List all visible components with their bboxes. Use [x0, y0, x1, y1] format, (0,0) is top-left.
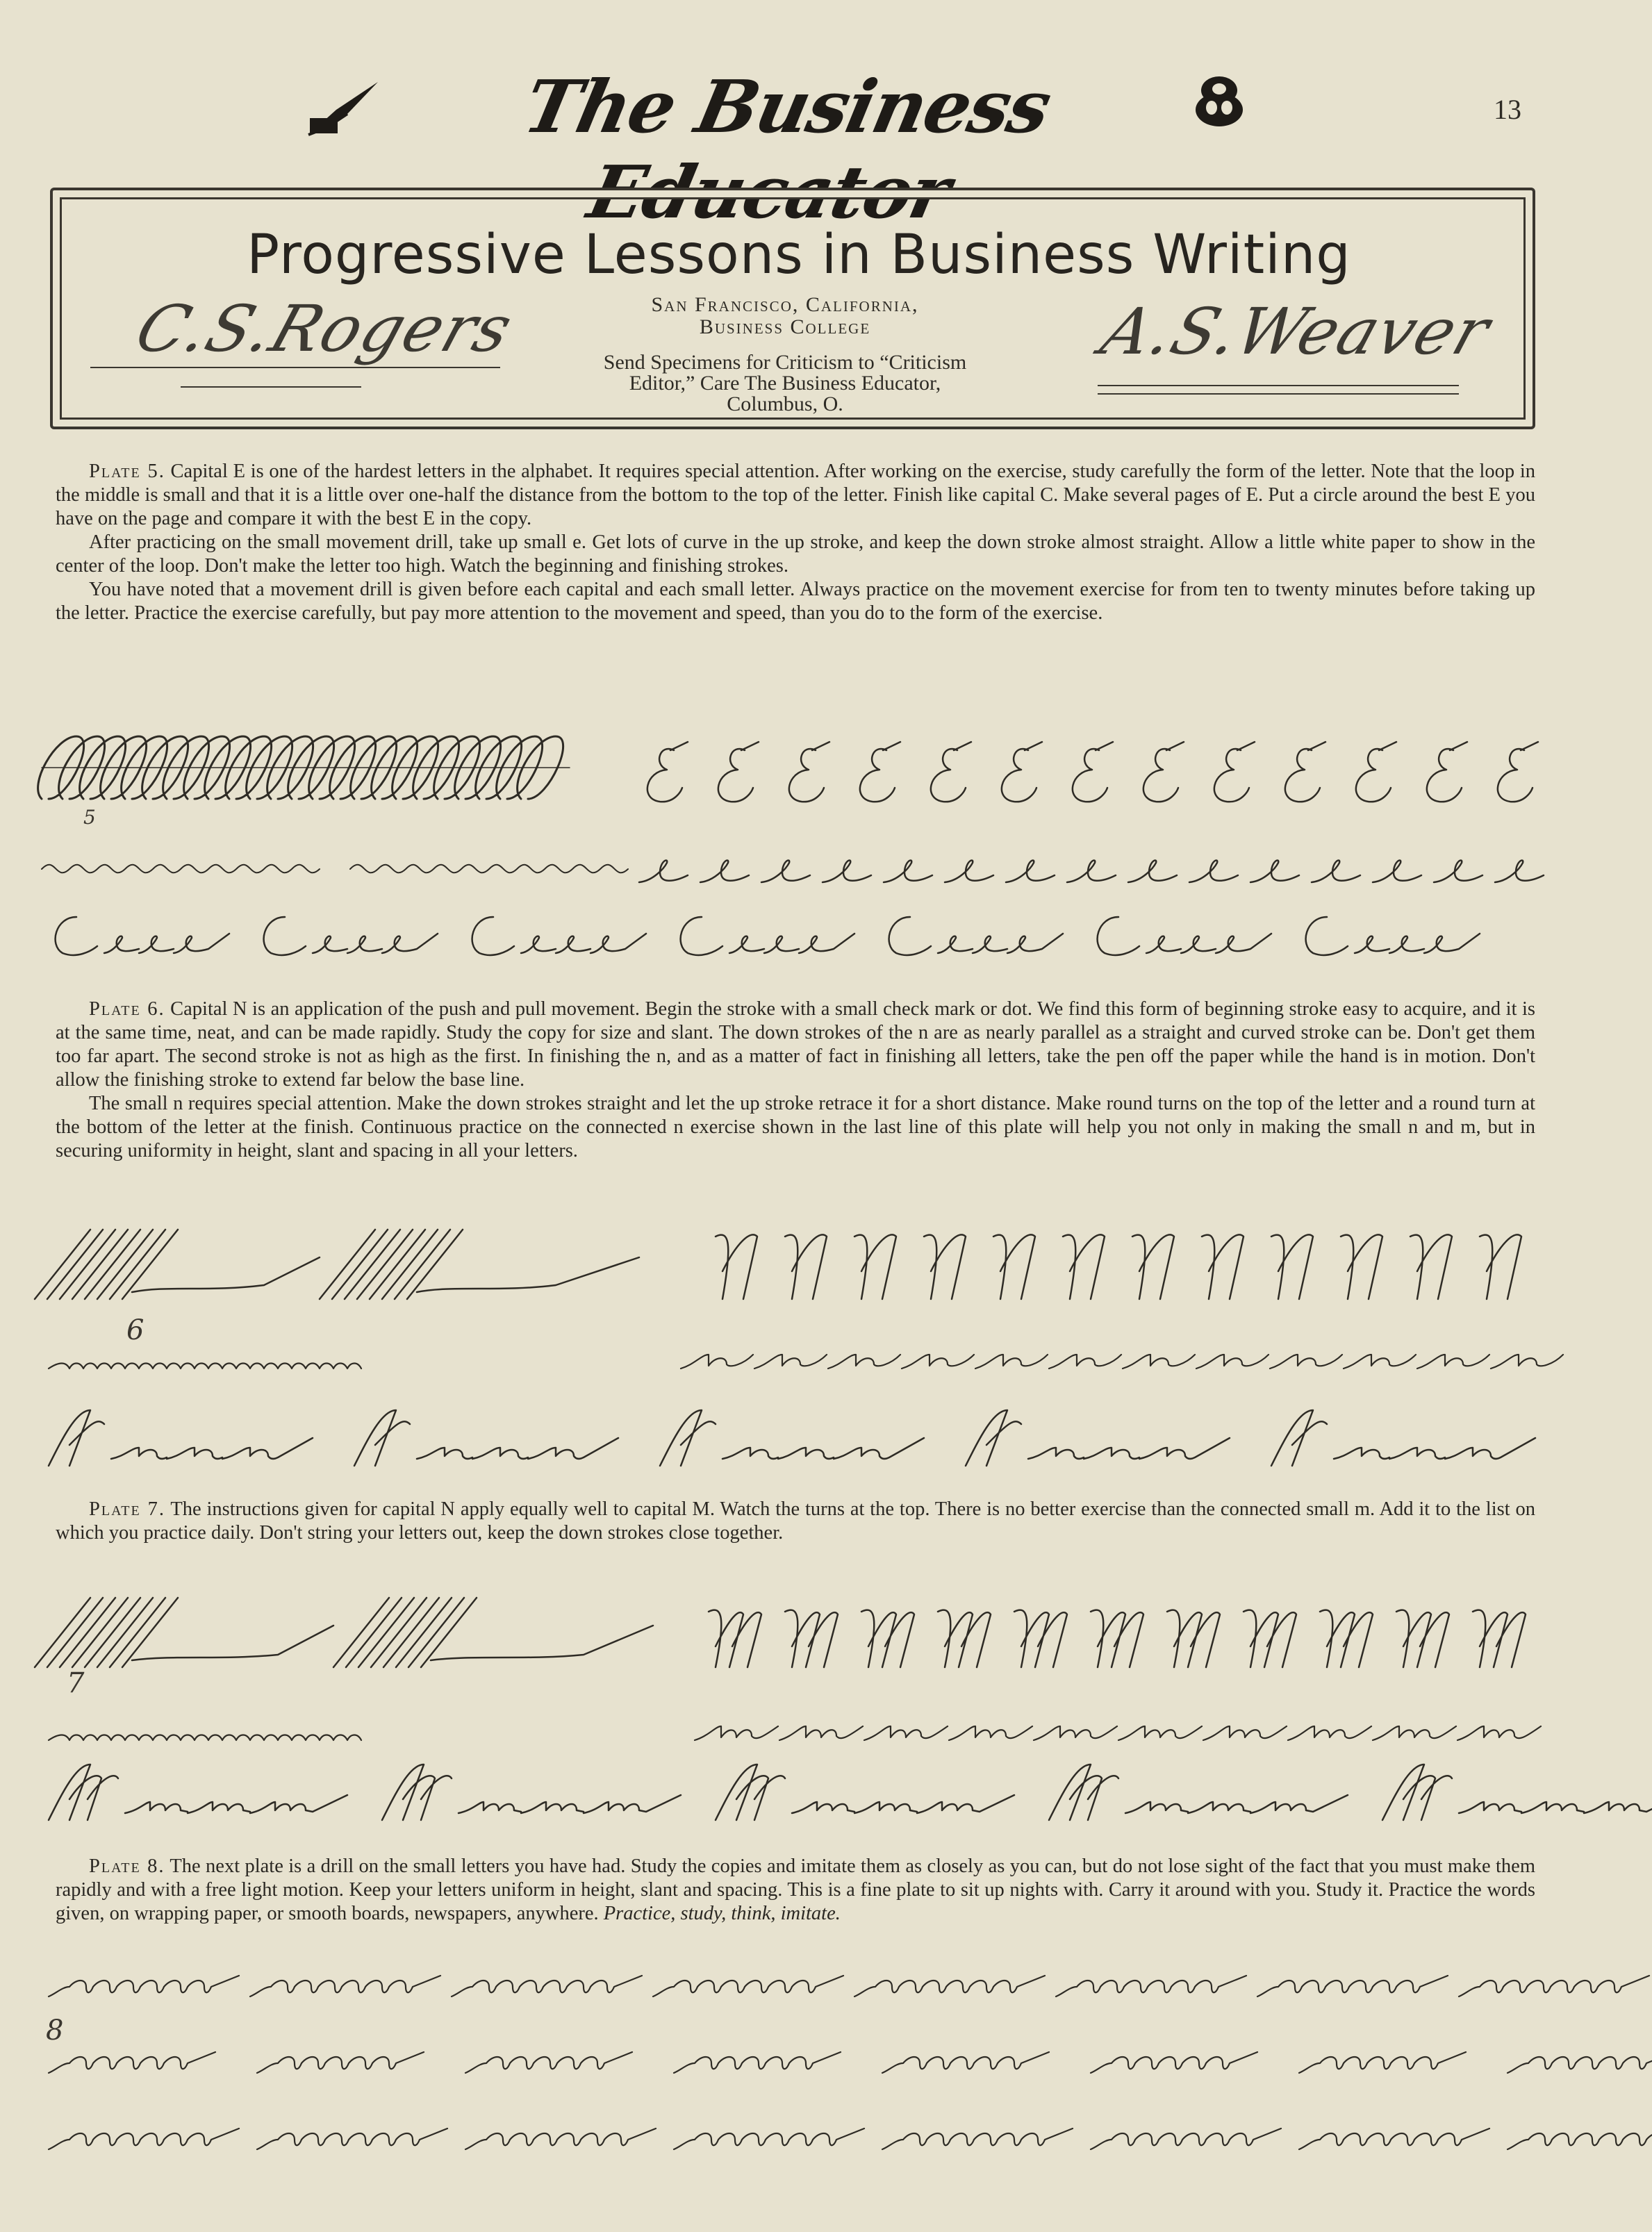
nono-word-stroke: [1299, 2128, 1489, 2149]
e-word-stroke: [1098, 917, 1271, 955]
capital-m-stroke: [1091, 1610, 1143, 1667]
capital-e-stroke: [1143, 742, 1184, 802]
small-e-stroke: [1373, 860, 1421, 882]
plate-5-paragraph-3: You have noted that a movement drill is given before each capital and each small letter. Always practice on the movement exercise for from ten to twenty minutes before taking up the letter. Practice the exercise carefully, but pay more attention to the movement and speed, than you do to the form of the exercise.: [56, 579, 1535, 624]
capital-n-stroke: [785, 1234, 827, 1299]
capital-m-drill-stroke: [35, 1598, 653, 1667]
plate-8-moon-row: [42, 1966, 1598, 2008]
plate-6-copy-number: 6: [126, 1314, 144, 1346]
m-word-stroke: [49, 1764, 347, 1820]
capital-m-stroke: [1014, 1610, 1067, 1667]
push-pull-stroke: [35, 1230, 639, 1299]
plate-8-nono-row: [42, 2119, 1598, 2160]
capital-e-stroke: [1214, 742, 1255, 802]
came-word-stroke: [257, 2052, 424, 2073]
capital-e-stroke: [1002, 742, 1042, 802]
came-word-stroke: [674, 2052, 841, 2073]
moon-word-stroke: [1459, 1976, 1649, 1997]
small-e-stroke: [823, 860, 871, 882]
signature-left: C.S.Rogers: [126, 292, 522, 366]
plate-5-capital-e-row: [625, 736, 1556, 813]
capital-m-stroke: [861, 1610, 914, 1667]
capital-e-stroke: [1427, 742, 1467, 802]
send-line-3: Columbus, O.: [727, 392, 843, 415]
small-n-stroke: [975, 1355, 1048, 1369]
capital-n-stroke: [993, 1234, 1035, 1299]
signature-left-underline-2: [181, 386, 361, 388]
n-word-stroke: [660, 1410, 924, 1466]
small-m-stroke: [1457, 1726, 1541, 1740]
e-word-stroke: [681, 917, 854, 955]
small-m-stroke: [1288, 1726, 1371, 1740]
small-e-stroke: [700, 860, 749, 882]
small-m-drill-stroke: [49, 1735, 361, 1741]
plate-7-copy-number: 7: [67, 1667, 85, 1699]
nono-word-stroke: [257, 2128, 447, 2149]
nono-word-stroke: [465, 2128, 656, 2149]
plate-5-small-e-drill: [28, 848, 1584, 903]
small-e-stroke: [1312, 860, 1360, 882]
capital-e-stroke: [860, 742, 900, 802]
small-e-stroke: [1250, 860, 1299, 882]
small-n-stroke: [681, 1355, 753, 1369]
capital-m-stroke: [1396, 1610, 1449, 1667]
small-m-stroke: [864, 1726, 948, 1740]
plate-5-copy-number: 5: [83, 806, 96, 829]
moon-word-stroke: [452, 1976, 642, 1997]
capital-m-stroke: [1167, 1610, 1220, 1667]
small-n-stroke: [1270, 1355, 1342, 1369]
moon-word-stroke: [250, 1976, 440, 1997]
plate-5-paragraph-1: Capital E is one of the hardest letters in the alphabet. It requires special attention. After working on the exercise, study carefully the form of the letter. Note that the loop in the middle is small and that it is a little over one-half the distance from the bottom to the top of the letter. Finish like capital C. Make several pages of E. Put a circle around the best E you have on the page and compare it with the best E in the copy.: [56, 461, 1535, 529]
moon-word-stroke: [49, 1976, 239, 1997]
small-n-stroke: [1344, 1355, 1416, 1369]
small-n-stroke: [828, 1355, 900, 1369]
small-m-stroke: [1034, 1726, 1117, 1740]
capital-m-stroke: [709, 1610, 761, 1667]
plate-8-label: Plate 8.: [89, 1855, 165, 1877]
moon-word-stroke: [653, 1976, 843, 1997]
capital-e-stroke: [931, 742, 971, 802]
plate-6-paragraph-1: Capital N is an application of the push and pull movement. Begin the stroke with a small check mark or dot. We find this form of beginning stroke easy to acquire, and it is at the same time, neat, and can be made rapidly. Study the copy for size and slant. The down strokes of the n are as nearly parallel as a straight and curved stroke can be. Don't get them too far apart. The second stroke is not as high as the first. In finishing the n, and as a matter of fact in finishing all letters, take the pen off the paper while the hand is in motion. Don't allow the finishing stroke to extend far below the base line.: [56, 998, 1536, 1091]
small-e-stroke: [1495, 860, 1544, 882]
came-word-stroke: [1091, 2052, 1257, 2073]
small-e-stroke: [1006, 860, 1055, 882]
plate-7-mmm-words-row: [42, 1758, 1598, 1827]
capital-m-stroke: [1473, 1610, 1526, 1667]
small-n-stroke: [1049, 1355, 1121, 1369]
plate-7-small-m-row: [42, 1705, 1598, 1754]
signature-right-underline-2: [1098, 393, 1459, 395]
came-word-stroke: [49, 2052, 215, 2073]
plate-6-nnn-words-row: [42, 1396, 1598, 1473]
capital-n-stroke: [854, 1234, 896, 1299]
moon-word-stroke: [854, 1976, 1045, 1997]
small-e-stroke: [1434, 860, 1482, 882]
n-word-stroke: [354, 1410, 618, 1466]
capital-m-stroke: [938, 1610, 991, 1667]
small-e-stroke: [1189, 860, 1238, 882]
small-m-stroke: [949, 1726, 1032, 1740]
plate-7-capital-m-drill: [28, 1591, 1584, 1681]
plate-5-label: Plate 5.: [89, 461, 165, 482]
plate-6-small-n-row: [42, 1334, 1598, 1382]
capital-m-stroke: [1244, 1610, 1296, 1667]
n-word-stroke: [966, 1410, 1230, 1466]
came-word-stroke: [882, 2052, 1049, 2073]
plate-7-text: [56, 1498, 1535, 1545]
e-word-stroke: [889, 917, 1063, 955]
m-word-stroke: [716, 1764, 1014, 1820]
plate-8-text: [56, 1855, 1535, 1926]
small-e-stroke: [945, 860, 993, 882]
plate-6-label: Plate 6.: [89, 998, 165, 1020]
small-e-stroke: [1067, 860, 1116, 882]
college-city: San Francisco, California,: [651, 293, 919, 316]
plate-8-copy-number: 8: [46, 2015, 64, 2047]
n-word-stroke: [1271, 1410, 1535, 1466]
capital-e-stroke: [1073, 742, 1113, 802]
capital-n-stroke: [716, 1234, 757, 1299]
signature-right: A.S.Weaver: [1092, 295, 1500, 369]
small-e-stroke: [884, 860, 932, 882]
m-word-stroke: [1049, 1764, 1348, 1820]
plate-5-oval-drill: [28, 722, 597, 813]
capital-n-stroke: [1341, 1234, 1382, 1299]
send-line-2: Editor,” Care The Business Educator,: [629, 372, 941, 395]
plate-5-paragraph-2: After practicing on the small movement drill, take up small e. Get lots of curve in the up stroke, and keep the down stroke almost straight. Allow a little white paper to show in the center of the loop. Don't make the letter too high. Watch the beginning and finishing strokes.: [56, 531, 1535, 577]
e-word-stroke: [472, 917, 646, 955]
small-n-stroke: [902, 1355, 974, 1369]
send-line-1: Send Specimens for Criticism to “Criticism: [603, 351, 967, 374]
plate-7-label: Plate 7.: [89, 1498, 165, 1520]
small-m-stroke: [1373, 1726, 1456, 1740]
plate-6-push-pull-drill: [28, 1216, 1584, 1313]
e-word-stroke: [56, 917, 229, 955]
capital-e-stroke: [1285, 742, 1325, 802]
plate-6-paragraph-2: The small n requires special attention. Make the down strokes straight and let the up stroke retrace it for a short distance. Make round turns on the top of the letter and a round turn at the bottom of the letter at the finish. Continuous practice on the connected n exercise shown in the last line of this plate will help you not only in making the small n and m, but in securing uniformity in height, slant and spacing in all your letters.: [56, 1093, 1535, 1162]
capital-n-stroke: [1202, 1234, 1244, 1299]
small-m-stroke: [779, 1726, 863, 1740]
beetle-emblem-icon: [1188, 69, 1250, 132]
plate-8-closing: Practice, study, think, imitate.: [603, 1903, 841, 1924]
capital-e-stroke: [1356, 742, 1396, 802]
small-e-stroke: [639, 860, 688, 882]
nono-word-stroke: [1508, 2128, 1652, 2149]
capital-m-stroke: [1320, 1610, 1373, 1667]
capital-e-stroke: [718, 742, 759, 802]
small-m-stroke: [1118, 1726, 1202, 1740]
capital-n-stroke: [924, 1234, 966, 1299]
nono-word-stroke: [1091, 2128, 1281, 2149]
lesson-title: Progressive Lessons in Business Writing: [247, 224, 1351, 286]
small-m-stroke: [695, 1726, 778, 1740]
capital-n-stroke: [1480, 1234, 1521, 1299]
m-word-stroke: [1382, 1764, 1652, 1820]
small-m-stroke: [1203, 1726, 1287, 1740]
moon-word-stroke: [1056, 1976, 1246, 1997]
nono-word-stroke: [674, 2128, 864, 2149]
page-number: 13: [1494, 94, 1521, 125]
small-n-drill-stroke: [49, 1364, 361, 1369]
small-n-stroke: [1123, 1355, 1195, 1369]
capital-m-stroke: [785, 1610, 838, 1667]
signature-right-underline: [1098, 385, 1459, 386]
came-word-stroke: [1299, 2052, 1466, 2073]
plate-8-came-row: [42, 2042, 1598, 2084]
n-word-stroke: [49, 1410, 313, 1466]
plate-7-paragraph-1: The instructions given for capital N apply equally well to capital M. Watch the turns at the top. There is no better exercise than the connected small m. Add it to the list on which you practice daily. Don't string your letters out, keep the down strokes close together.: [56, 1498, 1535, 1544]
small-n-stroke: [1491, 1355, 1563, 1369]
moon-word-stroke: [1257, 1976, 1448, 1997]
small-n-stroke: [1196, 1355, 1269, 1369]
quill-icon: [306, 75, 382, 138]
capital-n-stroke: [1063, 1234, 1105, 1299]
masthead-title: The Business Educator: [517, 64, 1058, 235]
small-e-stroke: [761, 860, 810, 882]
plate-5-text: [56, 460, 1535, 625]
nono-word-stroke: [882, 2128, 1073, 2149]
signature-left-underline: [90, 367, 500, 368]
capital-n-stroke: [1410, 1234, 1452, 1299]
capital-e-stroke: [1498, 742, 1538, 802]
capital-e-stroke: [647, 742, 688, 802]
e-word-stroke: [264, 917, 438, 955]
came-word-stroke: [465, 2052, 632, 2073]
capital-e-stroke: [789, 742, 829, 802]
plate-6-text: [56, 998, 1535, 1163]
plate-5-e-words-row: [42, 903, 1598, 973]
small-e-stroke: [1128, 860, 1177, 882]
nono-word-stroke: [49, 2128, 239, 2149]
college-name: Business College: [699, 315, 871, 338]
small-n-stroke: [1417, 1355, 1489, 1369]
came-word-stroke: [1508, 2052, 1652, 2073]
capital-n-stroke: [1132, 1234, 1174, 1299]
plate-8-paragraph-1: The next plate is a drill on the small letters you have had. Study the copies and imitate them as closely as you can, but do not lose sight of the fact that you must make them rapidly and with a free light motion. Keep your letters uniform in height, slant and spacing. This is a fine plate to sit up nights with. Carry it around with you. Study it. Practice the words given, on wrapping paper, or smooth boards, newspapers, anywhere.: [56, 1855, 1535, 1924]
e-word-stroke: [1306, 917, 1480, 955]
m-word-stroke: [382, 1764, 681, 1820]
capital-n-stroke: [1271, 1234, 1313, 1299]
small-n-stroke: [754, 1355, 827, 1369]
